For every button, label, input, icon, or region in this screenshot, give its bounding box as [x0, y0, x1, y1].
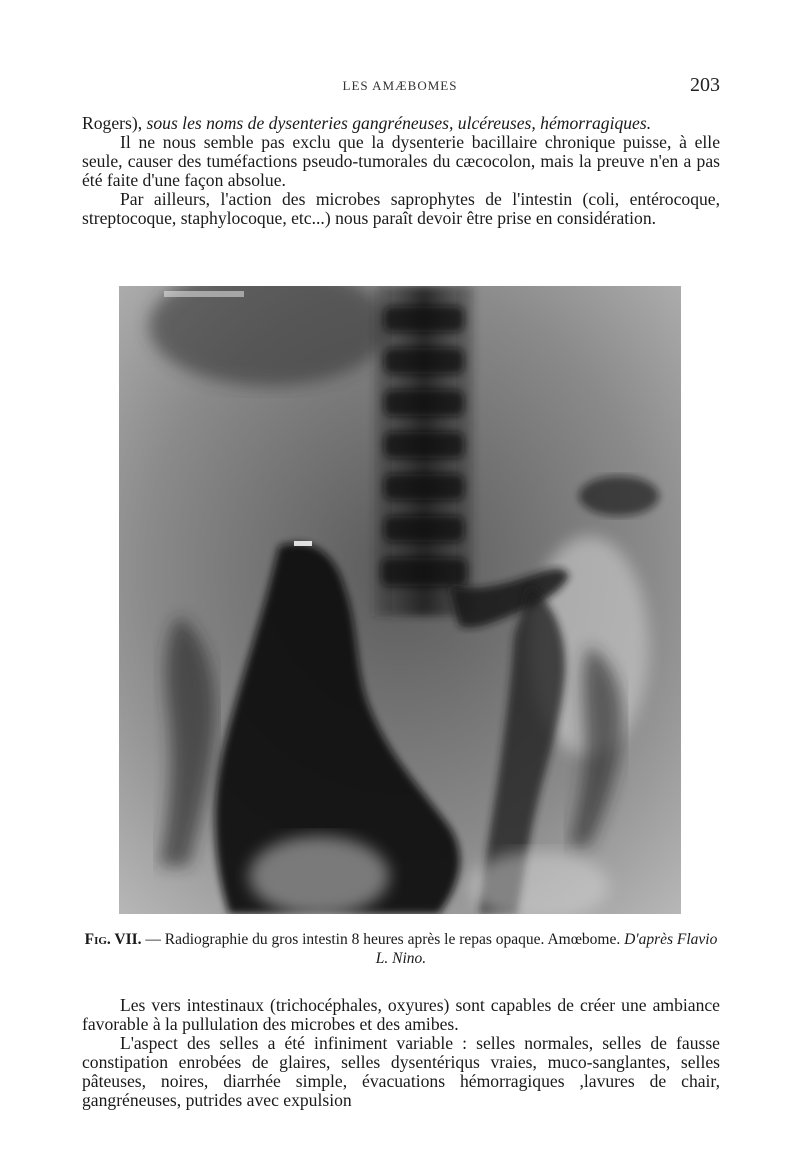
figure-caption-source: D'après Flavio L. Nino. [375, 931, 718, 967]
paragraph-rogers-roman: Rogers), [82, 113, 147, 133]
figure-caption [82, 930, 720, 968]
paragraph-vers-intestinaux: Les vers intestinaux (trichocéphales, oxyures) sont capables de créer une ambiance favorable à la pullulation des microbes et des amibes. [82, 995, 720, 1034]
figure-caption-text: — Radiographie du gros intestin 8 heures après le repas opaque. Amœbome. [141, 931, 625, 948]
bottom-text-block [82, 996, 720, 1110]
running-title: LES AMÆBOMES [342, 78, 458, 93]
radiograph-image [119, 286, 681, 914]
page-number: 203 [690, 74, 720, 96]
paragraph-microbes: Par ailleurs, l'action des microbes saprophytes de l'intestin (coli, entérocoque, streptocoque, staphylocoque, etc...) nous paraît devoir être prise en considération. [82, 189, 720, 228]
paragraph-rogers-italic: sous les noms de dysenteries gangréneuses, ulcéreuses, hémorragiques. [146, 113, 652, 133]
paragraph-dysenterie: Il ne nous semble pas exclu que la dysenterie bacillaire chronique puisse, à elle seule, causer des tuméfactions pseudo-tumorales du cæcocolon, mais la preuve n'en a pas été faite d'une façon absolue. [82, 132, 720, 190]
top-text-block [82, 114, 720, 228]
figure-label: Fig. VII. [84, 931, 142, 948]
running-head [0, 74, 800, 98]
paragraph-rogers [82, 114, 720, 133]
paragraph-aspect-selles: L'aspect des selles a été infiniment variable : selles normales, selles de fausse constipation enrobées de glaires, selles dysentériqus vraies, muco-sanglantes, selles pâteuses, noires, diarrhée simple, évacuations hémorragiques ,lavures de chair, gangréneuses, putrides avec expulsion [82, 1033, 720, 1110]
radiograph-figure [119, 286, 681, 914]
